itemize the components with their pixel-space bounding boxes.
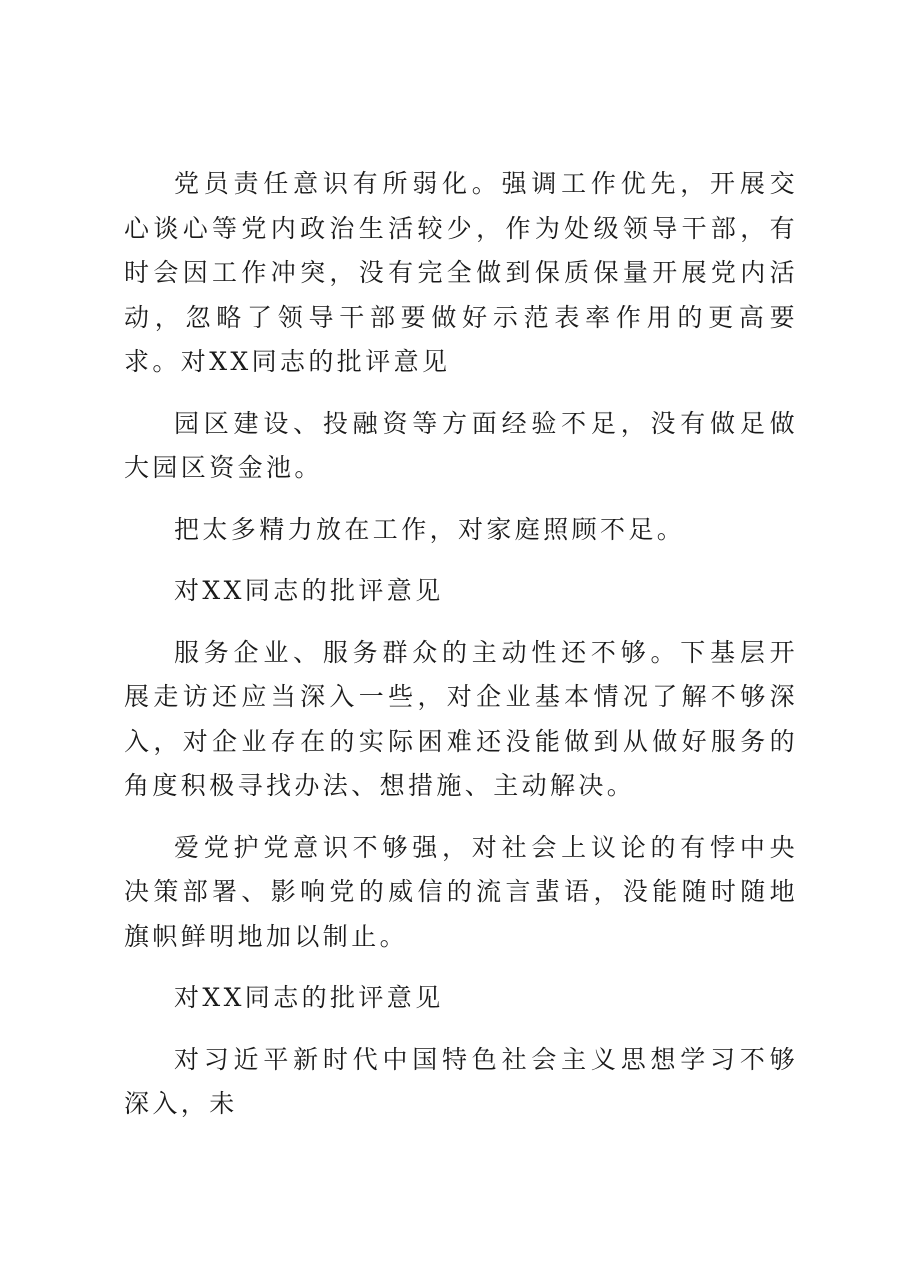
section-heading: 对XX同志的批评意见	[174, 576, 444, 605]
paragraph: 服务企业、服务群众的主动性还不够。下基层开展走访还应当深入一些，对企业基本情况了解不够深入，对企业存在的实际困难还没能做到从做好服务的角度积极寻找办法、想措施、主动解决。	[124, 637, 798, 800]
paragraph: 爱党护党意识不够强，对社会上议论的有悖中央决策部署、影响党的威信的流言蜚语，没能随时随地旗帜鲜明地加以制止。	[124, 832, 798, 951]
paragraph: 对习近平新时代中国特色社会主义思想学习不够深入，未	[124, 1044, 798, 1118]
paragraph: 党员责任意识有所弱化。强调工作优先，开展交心谈心等党内政治生活较少，作为处级领导干部，有时会因工作冲突，没有完全做到保质保量开展党内活动，忽略了领导干部要做好示范表率作用的更高要求。对XX同志的批评意见	[124, 169, 798, 376]
section-heading: 对XX同志的批评意见	[174, 983, 444, 1012]
paragraph: 园区建设、投融资等方面经验不足，没有做足做大园区资金池。	[124, 408, 798, 482]
document-body	[124, 162, 798, 1127]
paragraph: 把太多精力放在工作，对家庭照顾不足。	[174, 514, 686, 544]
